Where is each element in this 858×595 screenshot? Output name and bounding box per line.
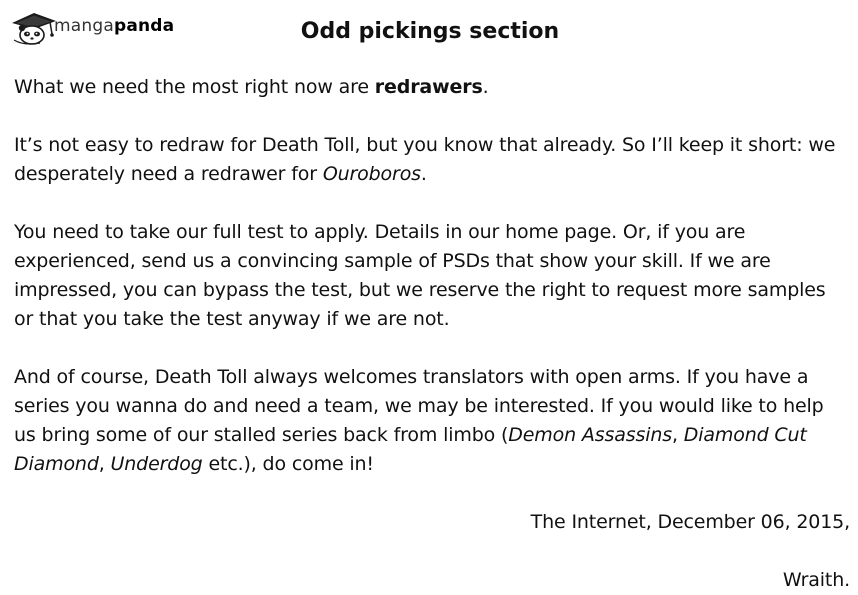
p4-text: And of course, Death Toll always welcomes translators with open arms. If you have a series you wanna do and need a team, we may be interested. If you would like to help us bring some of our stalled series back from limbo (	[14, 366, 824, 446]
p4-series-3: Underdog	[110, 453, 203, 475]
p4-sep-2: ,	[98, 453, 111, 475]
p2-text: It’s not easy to redraw for Death Toll, but you know that already. So I’ll keep it short: we desperately need a redrawer for	[14, 134, 836, 185]
signature-date: The Internet, December 06, 2015,	[530, 511, 850, 533]
logo-word-panda: panda	[113, 16, 175, 36]
message-body	[14, 73, 850, 595]
paragraph-translators	[14, 363, 850, 479]
p1-text: What we need the most right now are	[14, 76, 375, 98]
p4-end: etc.), do come in!	[202, 453, 374, 475]
p4-series-2: Diamond Cut Diamond	[14, 424, 807, 475]
panda-graduation-cap-icon	[10, 10, 60, 46]
p1-emphasis: redrawers	[374, 76, 483, 98]
paragraph-ouroboros	[14, 131, 850, 189]
paragraph-test: You need to take our full test to apply. Details in our home page. Or, if you are experienced, send us a convincing sample of PSDs that show your skill. If we are impressed, you can bypass the test, but we reserve the right to request more samples or that you take the test anyway if we are not.	[14, 221, 826, 330]
p4-sep-1: ,	[672, 424, 684, 446]
p2-series-title: Ouroboros	[322, 163, 421, 185]
p1-end: .	[482, 76, 489, 98]
page-title: Odd pickings section	[300, 19, 560, 44]
logo-word-manga: manga	[54, 16, 114, 36]
logo-wordmark	[54, 16, 174, 36]
p2-end: .	[420, 163, 427, 185]
p4-series-1: Demon Assassins	[508, 424, 673, 446]
paragraph-redrawers	[14, 73, 850, 102]
signature-name: Wraith.	[782, 569, 850, 591]
mangapanda-logo	[10, 10, 185, 46]
